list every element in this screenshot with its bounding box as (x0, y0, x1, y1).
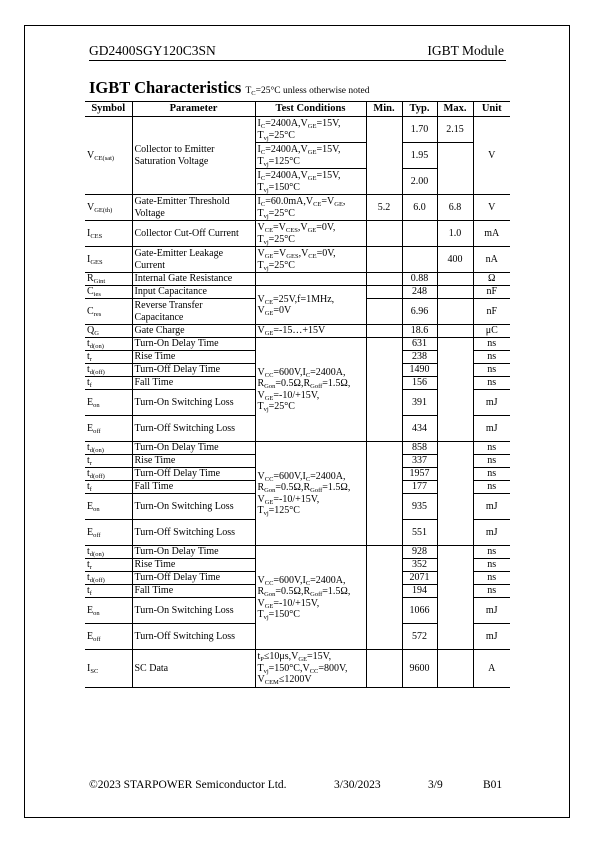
cond-vgeth: $I_C=60.0mA,V_{CE}=V_{GE}$, $T_{vj}=25^\circ C$ (255, 195, 366, 221)
cond-qg: $V_{GE}=-15\dots+15V$ (255, 325, 366, 338)
param-eon: Turn-On Switching Loss (132, 598, 255, 624)
table-row-rgint (85, 273, 510, 286)
param-tdoff: Turn-Off Delay Time (132, 364, 255, 377)
unit-tr-150: ns (473, 559, 510, 572)
col-test-conditions: Test Conditions (255, 102, 366, 117)
igbt-characteristics-table (85, 101, 510, 688)
symbol-tdon: $t_{d(on)}$ (85, 546, 132, 559)
min-vcesat (366, 117, 402, 195)
typ-tdoff-150: 2071 (402, 572, 437, 585)
unit-isc: A (473, 650, 510, 688)
symbol-qg: $Q_G$ (85, 325, 132, 338)
typ-tf-125: 177 (402, 481, 437, 494)
unit-vgeth: V (473, 195, 510, 221)
param-tf: Fall Time (132, 585, 255, 598)
typ-eon-150: 1066 (402, 598, 437, 624)
cond-vcesat-125: $I_C=2400A,V_{GE}=15V$, $T_{vj}=125^\circ C$ (255, 143, 366, 169)
min-iges (366, 247, 402, 273)
symbol-eoff: $E_{off}$ (85, 416, 132, 442)
typ-rgint: 0.88 (402, 273, 437, 286)
min-cres (366, 299, 402, 325)
unit-tf-150: ns (473, 585, 510, 598)
param-cres: Reverse Transfer Capacitance (132, 299, 255, 325)
cond-ices: $V_{CE}=V_{CES},V_{GE}=0V$, $T_{vj}=25^\circ C$ (255, 221, 366, 247)
typ-cies: 248 (402, 286, 437, 299)
typ-tdon-150: 928 (402, 546, 437, 559)
col-symbol: Symbol (85, 102, 132, 117)
param-iges: Gate-Emitter Leakage Current (132, 247, 255, 273)
typ-tdoff-25: 1490 (402, 364, 437, 377)
min-sw150 (366, 546, 402, 650)
param-tf: Fall Time (132, 377, 255, 390)
min-sw25 (366, 338, 402, 442)
symbol-tdoff: $t_{d(off)}$ (85, 572, 132, 585)
symbol-tdoff: $t_{d(off)}$ (85, 468, 132, 481)
param-tdon: Turn-On Delay Time (132, 338, 255, 351)
max-sw125 (437, 442, 473, 546)
typ-eoff-125: 551 (402, 520, 437, 546)
min-rgint (366, 273, 402, 286)
param-tdoff: Turn-Off Delay Time (132, 468, 255, 481)
param-tr: Rise Time (132, 351, 255, 364)
title-text: IGBT Characteristics (89, 78, 242, 97)
max-vgeth: 6.8 (437, 195, 473, 221)
header-divider (89, 60, 506, 61)
param-qg: Gate Charge (132, 325, 255, 338)
param-isc: SC Data (132, 650, 255, 688)
table-row-isc (85, 650, 510, 688)
symbol-isc: $I_{SC}$ (85, 650, 132, 688)
unit-eon-25: mJ (473, 390, 510, 416)
param-vgeth: Gate-Emitter Threshold Voltage (132, 195, 255, 221)
typ-tdon-125: 858 (402, 442, 437, 455)
table-row-vcesat-25 (85, 117, 510, 143)
typ-tdoff-125: 1957 (402, 468, 437, 481)
cond-switching-125: $V_{CC}=600V,I_C=2400A$, $R_{Gon}=0.5\Omega,R_{Goff}=1.5\Omega$, $V_{GE}=-10/+15V$, $T_{vj}=125^\circ C$ (255, 442, 366, 546)
table-row-tdon-125 (85, 442, 510, 455)
param-eoff: Turn-Off Switching Loss (132, 416, 255, 442)
min-sw125 (366, 442, 402, 546)
typ-tf-25: 156 (402, 377, 437, 390)
unit-eon-150: mJ (473, 598, 510, 624)
table-row-cies (85, 286, 510, 299)
param-tdon: Turn-On Delay Time (132, 546, 255, 559)
symbol-eoff: $E_{off}$ (85, 624, 132, 650)
param-eon: Turn-On Switching Loss (132, 494, 255, 520)
param-cies: Input Capacitance (132, 286, 255, 299)
unit-eoff-25: mJ (473, 416, 510, 442)
unit-tf-125: ns (473, 481, 510, 494)
max-iges: 400 (437, 247, 473, 273)
symbol-vcesat: $V_{CE(sat)}$ (85, 117, 132, 195)
unit-vcesat: V (473, 117, 510, 195)
unit-eoff-150: mJ (473, 624, 510, 650)
table-row-iges (85, 247, 510, 273)
min-ices (366, 221, 402, 247)
symbol-ices: $I_{CES}$ (85, 221, 132, 247)
typ-tf-150: 194 (402, 585, 437, 598)
max-vcesat-hot (437, 143, 473, 195)
table-row-vgeth (85, 195, 510, 221)
footer-date: 3/30/2023 (334, 779, 381, 791)
symbol-eon: $E_{on}$ (85, 494, 132, 520)
typ-eoff-150: 572 (402, 624, 437, 650)
param-tdon: Turn-On Delay Time (132, 442, 255, 455)
table-row-ices (85, 221, 510, 247)
param-tr: Rise Time (132, 559, 255, 572)
max-cres (437, 299, 473, 325)
unit-rgint: Ω (473, 273, 510, 286)
col-parameter: Parameter (132, 102, 255, 117)
typ-tr-125: 337 (402, 455, 437, 468)
col-unit: Unit (473, 102, 510, 117)
typ-tr-25: 238 (402, 351, 437, 364)
symbol-tr: $t_r$ (85, 455, 132, 468)
param-eoff: Turn-Off Switching Loss (132, 624, 255, 650)
cond-iges: $V_{GE}=V_{GES},V_{CE}=0V$, $T_{vj}=25^\circ C$ (255, 247, 366, 273)
typ-isc: 9600 (402, 650, 437, 688)
cond-vcesat-25: $I_C=2400A,V_{GE}=15V$, $T_{vj}=25^\circ C$ (255, 117, 366, 143)
symbol-eoff: $E_{off}$ (85, 520, 132, 546)
table-row-qg (85, 325, 510, 338)
symbol-tf: $t_f$ (85, 377, 132, 390)
unit-eon-125: mJ (473, 494, 510, 520)
typ-tr-150: 352 (402, 559, 437, 572)
typ-ices (402, 221, 437, 247)
cond-isc: $t_P\le 10\mu s,V_{GE}=15V$, $T_{vj}=150^\circ C,V_{CC}=800V$, $V_{CEM}\le 1200V$ (255, 650, 366, 688)
min-cies (366, 286, 402, 299)
typ-eoff-25: 434 (402, 416, 437, 442)
param-tdoff: Turn-Off Delay Time (132, 572, 255, 585)
param-ices: Collector Cut-Off Current (132, 221, 255, 247)
min-vgeth: 5.2 (366, 195, 402, 221)
typ-vcesat-125: 1.95 (402, 143, 437, 169)
typ-vgeth: 6.0 (402, 195, 437, 221)
symbol-iges: $I_{GES}$ (85, 247, 132, 273)
table-header-row (85, 102, 510, 117)
symbol-cies: $C_{ies}$ (85, 286, 132, 299)
symbol-tr: $t_r$ (85, 559, 132, 572)
max-rgint (437, 273, 473, 286)
unit-tf-25: ns (473, 377, 510, 390)
symbol-cres: $C_{res}$ (85, 299, 132, 325)
max-sw25 (437, 338, 473, 442)
unit-cres: nF (473, 299, 510, 325)
unit-eoff-125: mJ (473, 520, 510, 546)
symbol-eon: $E_{on}$ (85, 390, 132, 416)
footer-revision: B01 (483, 779, 503, 791)
typ-iges (402, 247, 437, 273)
symbol-tdoff: $t_{d(off)}$ (85, 364, 132, 377)
param-tf: Fall Time (132, 481, 255, 494)
typ-tdon-25: 631 (402, 338, 437, 351)
param-eon: Turn-On Switching Loss (132, 390, 255, 416)
unit-qg: μC (473, 325, 510, 338)
symbol-tf: $t_f$ (85, 585, 132, 598)
param-tr: Rise Time (132, 455, 255, 468)
max-ices: 1.0 (437, 221, 473, 247)
title-condition: $T_C=25^\circ C$ unless otherwise noted (245, 86, 370, 97)
product-type: IGBT Module (427, 43, 504, 58)
cond-switching-25: $V_{CC}=600V,I_C=2400A$, $R_{Gon}=0.5\Omega,R_{Goff}=1.5\Omega$, $V_{GE}=-10/+15V$, $T_{vj}=25^\circ C$ (255, 338, 366, 442)
param-eoff: Turn-Off Switching Loss (132, 520, 255, 546)
typ-qg: 18.6 (402, 325, 437, 338)
symbol-vgeth: $V_{GE(th)}$ (85, 195, 132, 221)
min-isc (366, 650, 402, 688)
section-title (89, 78, 370, 98)
symbol-eon: $E_{on}$ (85, 598, 132, 624)
max-vcesat-25: 2.15 (437, 117, 473, 143)
col-max: Max. (437, 102, 473, 117)
max-isc (437, 650, 473, 688)
typ-vcesat-25: 1.70 (402, 117, 437, 143)
unit-tdoff-25: ns (473, 364, 510, 377)
cond-vcesat-150: $I_C=2400A,V_{GE}=15V$, $T_{vj}=150^\circ C$ (255, 169, 366, 195)
footer-page: 3/9 (428, 779, 443, 791)
max-sw150 (437, 546, 473, 650)
symbol-tdon: $t_{d(on)}$ (85, 442, 132, 455)
unit-tdon-25: ns (473, 338, 510, 351)
symbol-tr: $t_r$ (85, 351, 132, 364)
typ-cres: 6.96 (402, 299, 437, 325)
unit-tr-25: ns (473, 351, 510, 364)
unit-ices: mA (473, 221, 510, 247)
min-qg (366, 325, 402, 338)
param-vcesat: Collector to Emitter Saturation Voltage (132, 117, 255, 195)
cond-switching-150: $V_{CC}=600V,I_C=2400A$, $R_{Gon}=0.5\Omega,R_{Goff}=1.5\Omega$, $V_{GE}=-10/+15V$, $T_{vj}=150^\circ C$ (255, 546, 366, 650)
unit-cies: nF (473, 286, 510, 299)
unit-tdon-150: ns (473, 546, 510, 559)
table-row-tdon-25 (85, 338, 510, 351)
unit-tdon-125: ns (473, 442, 510, 455)
table-row-tdon-150 (85, 546, 510, 559)
symbol-tdon: $t_{d(on)}$ (85, 338, 132, 351)
part-number: GD2400SGY120C3SN (89, 43, 216, 58)
col-min: Min. (366, 102, 402, 117)
unit-tr-125: ns (473, 455, 510, 468)
col-typ: Typ. (402, 102, 437, 117)
unit-tdoff-125: ns (473, 468, 510, 481)
footer-copyright: ©2023 STARPOWER Semiconductor Ltd. (89, 779, 287, 791)
symbol-tf: $t_f$ (85, 481, 132, 494)
param-rgint: Internal Gate Resistance (132, 273, 255, 286)
unit-tdoff-150: ns (473, 572, 510, 585)
cond-rgint (255, 273, 366, 286)
cond-capacitance: $V_{CE}=25V,f=1MHz$, $V_{GE}=0V$ (255, 286, 366, 325)
unit-iges: nA (473, 247, 510, 273)
typ-eon-125: 935 (402, 494, 437, 520)
typ-vcesat-150: 2.00 (402, 169, 437, 195)
max-qg (437, 325, 473, 338)
symbol-rgint: $R_{Gint}$ (85, 273, 132, 286)
max-cies (437, 286, 473, 299)
typ-eon-25: 391 (402, 390, 437, 416)
